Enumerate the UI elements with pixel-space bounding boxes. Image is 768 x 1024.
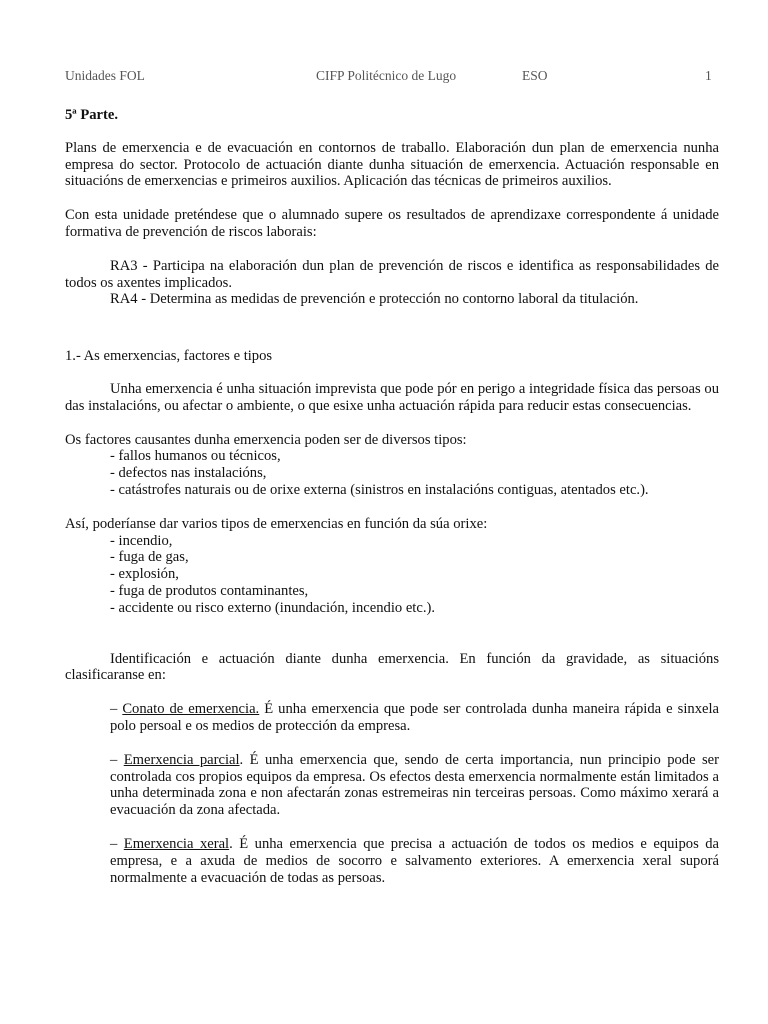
factor-item: - fallos humanos ou técnicos, — [110, 448, 281, 465]
objective-paragraph: Con esta unidade preténdese que o alumnado supere os resultados de aprendizaxe correspondente á unidade formativa de prevención de riscos laborais: — [65, 207, 719, 240]
definition-paragraph: Unha emerxencia é unha situación imprevista que pode pór en perigo a integridade física das persoas ou das instalacións, ou afectar o ambiente, o que esixe unha actuación rápida para reducir estas consecuencias. — [65, 380, 719, 414]
section-1-heading: 1.- As emerxencias, factores e tipos — [65, 348, 273, 365]
classification-intro: Identificación e actuación diante dunha emerxencia. En función da gravidade, as situacións clasificaranse en: — [65, 650, 719, 684]
header-level: ESO — [522, 68, 548, 83]
type-item: - explosión, — [110, 566, 179, 583]
type-item: - fuga de gas, — [110, 549, 189, 566]
xeral-term: Emerxencia xeral — [123, 835, 230, 852]
header-school: CIFP Politécnico de Lugo — [316, 68, 457, 83]
factor-item: - defectos nas instalacións, — [110, 465, 267, 482]
types-intro: Así, poderíanse dar varios tipos de emerxencias en función da súa orixe: — [65, 515, 488, 532]
xeral-dash: – — [110, 835, 124, 852]
factor-item: - catástrofes naturais ou de orixe externa (sinistros en instalacións contiguas, atentados etc.). — [110, 481, 649, 498]
parcial-text: . É unha emerxencia que, sendo de certa importancia, nun principio pode ser controlada cos propios equipos da empresa. Os efectos desta emerxencia normalmente están limitados a unha determinada zona e non afectarán zonas estremeiras nin terceiras persoas. Como máximo xerará a evacuación da zona afectada. — [110, 751, 719, 819]
part-title: 5ª Parte. — [65, 107, 118, 123]
page-header — [0, 68, 768, 86]
intro-paragraph: Plans de emerxencia e de evacuación en contornos de traballo. Elaboración dun plan de emerxencia nunha empresa do sector. Protocolo de actuación diante dunha situación de emerxencia. Actuación responsable en situacións de emerxencias e primeiros auxilios. Aplicación das técnicas de primeiros auxilios. — [65, 139, 719, 190]
type-item: - incendio, — [110, 532, 173, 549]
ra3-item: RA3 - Participa na elaboración dun plan de prevención de riscos e identifica as responsabilidades de todos os axentes implicados. — [65, 257, 719, 291]
type-item: - fuga de produtos contaminantes, — [110, 582, 309, 599]
header-page-number: 1 — [705, 68, 712, 83]
conato-term: Conato de emerxencia. — [122, 701, 260, 718]
conato-dash: – — [110, 701, 123, 718]
xeral-text: . É unha emerxencia que precisa a actuación de todos os medios e equipos da empresa, e a axuda de medios de socorro e salvamento exteriores. A emerxencia xeral suporá normalmente a evacuación de todas as persoas. — [110, 835, 720, 886]
parcial-item — [65, 752, 719, 819]
conato-text: É unha emerxencia que pode ser controlada dunha maneira rápida e sinxela polo persoal e os medios de protección da empresa. — [110, 701, 719, 734]
ra4-item: RA4 - Determina as medidas de prevención e protección no contorno laboral da titulación. — [110, 291, 639, 308]
factors-intro: Os factores causantes dunha emerxencia poden ser de diversos tipos: — [65, 431, 467, 448]
parcial-dash: – — [110, 751, 124, 768]
parcial-term: Emerxencia parcial — [123, 751, 240, 768]
header-course: Unidades FOL — [65, 68, 145, 83]
document-body — [65, 107, 719, 886]
xeral-item — [65, 836, 719, 886]
conato-item — [65, 701, 719, 735]
type-item: - accidente ou risco externo (inundación, incendio etc.). — [110, 599, 435, 616]
